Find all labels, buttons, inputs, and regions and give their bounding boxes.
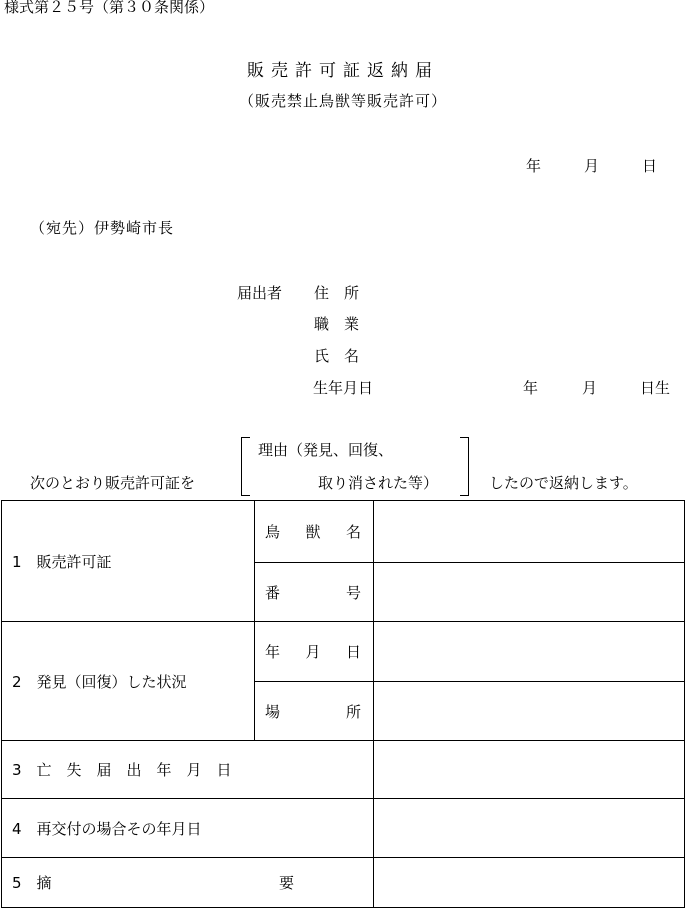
birth-year-label: 年 bbox=[523, 379, 539, 397]
found-place-value-cell[interactable] bbox=[374, 682, 685, 741]
permit-label-cell bbox=[2, 501, 255, 622]
document-title: 販売許可証返納届 bbox=[247, 61, 439, 81]
date-day-label: 日 bbox=[642, 157, 658, 175]
number-value-cell[interactable] bbox=[374, 563, 685, 622]
found-place-char-1: 場 bbox=[265, 702, 281, 721]
name-label: 氏 名 bbox=[314, 347, 360, 365]
remarks-label-start: 5 摘 bbox=[12, 874, 52, 892]
reissue-date-label-cell bbox=[2, 799, 374, 858]
birth-month-label: 月 bbox=[582, 379, 598, 397]
reason-bracket-left bbox=[241, 437, 250, 496]
remarks-label-end: 要 bbox=[279, 874, 295, 892]
remarks-label-cell bbox=[2, 858, 374, 908]
reason-line-2: 取り消された等） bbox=[318, 474, 439, 492]
species-name-char-2: 獣 bbox=[305, 523, 321, 541]
found-status-label: 2 発見（回復）した状況 bbox=[12, 672, 187, 691]
statement-prefix: 次のとおり販売許可証を bbox=[30, 474, 196, 492]
form-number: 様式第２５号（第３０条関係） bbox=[4, 0, 215, 16]
found-date-char-2: 月 bbox=[305, 643, 321, 661]
reason-line-1: 理由（発見、回復、 bbox=[258, 441, 394, 459]
loss-report-date-label: 3 亡 失 届 出 年 月 日 bbox=[12, 761, 232, 779]
remarks-value-cell[interactable] bbox=[374, 858, 685, 908]
reissue-date-label: 4 再交付の場合その年月日 bbox=[12, 819, 202, 838]
reason-bracket-right bbox=[460, 437, 469, 496]
species-name-value-cell[interactable] bbox=[374, 501, 685, 563]
number-char-2: 号 bbox=[345, 583, 361, 602]
number-label-cell bbox=[255, 563, 374, 622]
found-date-char-1: 年 bbox=[265, 643, 281, 661]
date-month-label: 月 bbox=[584, 157, 600, 175]
found-date-value-cell[interactable] bbox=[374, 622, 685, 682]
occupation-label: 職 業 bbox=[314, 315, 360, 333]
found-place-char-2: 所 bbox=[345, 702, 361, 721]
notifier-label: 届出者 bbox=[237, 284, 283, 302]
found-date-label-cell bbox=[255, 622, 374, 682]
loss-report-date-label-cell bbox=[2, 741, 374, 799]
address-label: 住 所 bbox=[314, 284, 360, 302]
permit-label: 1 販売許可証 bbox=[12, 552, 112, 571]
species-name-label-cell bbox=[255, 501, 374, 563]
species-name-char-3: 名 bbox=[345, 523, 361, 541]
number-char-1: 番 bbox=[265, 583, 281, 602]
birthdate-label: 生年月日 bbox=[313, 379, 374, 397]
statement-suffix: したので返納します。 bbox=[489, 474, 638, 492]
reissue-date-value-cell[interactable] bbox=[374, 799, 685, 858]
loss-report-date-value-cell[interactable] bbox=[374, 741, 685, 799]
date-year-label: 年 bbox=[526, 157, 542, 175]
found-date-char-3: 日 bbox=[345, 643, 361, 661]
found-place-label-cell bbox=[255, 682, 374, 741]
found-status-label-cell bbox=[2, 622, 255, 741]
birth-day-label: 日生 bbox=[640, 379, 671, 397]
document-subtitle: （販売禁止鳥獣等販売許可） bbox=[238, 92, 447, 110]
species-name-char-1: 鳥 bbox=[265, 523, 281, 541]
addressee: （宛先）伊勢崎市長 bbox=[30, 219, 175, 237]
return-form-table bbox=[1, 500, 685, 908]
